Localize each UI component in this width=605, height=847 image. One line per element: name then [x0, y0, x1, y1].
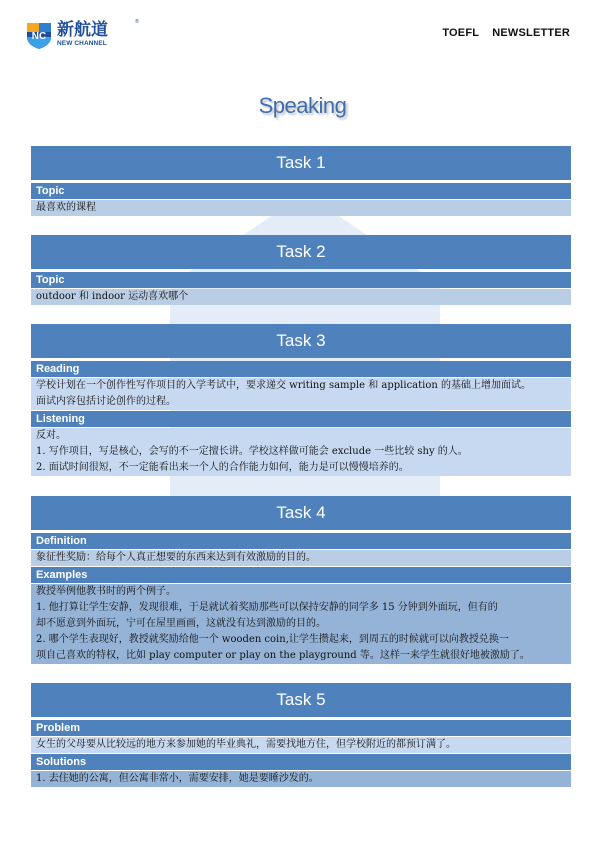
task-2	[31, 235, 571, 305]
logo-english-name: NEW CHANNEL	[57, 40, 107, 48]
task-title: Task 2	[31, 235, 571, 269]
section-line: 面试内容包括讨论创作的过程。	[36, 396, 176, 407]
section-label: Reading	[31, 361, 571, 377]
section-body	[31, 289, 571, 305]
section-label: Topic	[31, 183, 571, 199]
section-body	[31, 771, 571, 787]
section-line: 1. 去住她的公寓，但公寓非常小，需要安排，她是要睡沙发的。	[36, 773, 319, 784]
section-label: Examples	[31, 567, 571, 583]
section-label: Problem	[31, 720, 571, 736]
section-body	[31, 584, 571, 664]
task-5	[31, 683, 571, 787]
section-line: 学校计划在一个创作性写作项目的入学考试中，要求递交 writing sample 和 application 的基础上增加面试。	[36, 380, 531, 391]
section-line: 1. 写作项目，写是核心，会写的不一定擅长讲。学校这样做可能会 exclude 一些比较 shy 的人。	[36, 446, 468, 457]
section-line: 项自己喜欢的特权，比如 play computer or play on the playground 等。这样一来学生就很好地被激励了。	[36, 650, 530, 661]
section-body	[31, 550, 571, 566]
speaking-tasks	[31, 146, 571, 788]
section-line: 1. 他打算让学生安静，发现很难，于是就试着奖励那些可以保持安静的同学多 15 分钟到外面玩，但有的	[36, 602, 498, 613]
section-line: 2. 哪个学生表现好，教授就奖励给他一个 wooden coin,让学生攒起来，到周五的时候就可以向教授兑换一	[36, 634, 509, 645]
task-title: Task 4	[31, 496, 571, 530]
section-body	[31, 200, 571, 216]
section-body	[31, 737, 571, 753]
section-line: 2. 面试时间很短，不一定能看出来一个人的合作能力如何，能力是可以慢慢培养的。	[36, 462, 409, 473]
section-body	[31, 378, 571, 410]
section-line: 象征性奖励：给每个人真正想要的东西来达到有效激励的目的。	[36, 552, 316, 563]
section-line: 最喜欢的课程	[36, 202, 96, 213]
svg-text:NC: NC	[31, 31, 47, 42]
nc-shield-icon	[24, 20, 54, 50]
page-title: Speaking	[258, 93, 347, 118]
section-line: 却不愿意到外面玩，宁可在屋里画画，这就没有达到激励的目的。	[36, 618, 326, 629]
task-title: Task 5	[31, 683, 571, 717]
newsletter-label: TOEFL NEWSLETTER	[442, 27, 570, 39]
task-3	[31, 324, 571, 476]
new-channel-logo	[24, 19, 139, 50]
logo-chinese-name: 新航道	[57, 20, 108, 41]
section-label: Definition	[31, 533, 571, 549]
section-line: 女生的父母要从比较远的地方来参加她的毕业典礼，需要找地方住，但学校附近的都预订满了。	[36, 739, 456, 750]
registered-mark: ®	[135, 19, 139, 25]
section-label: Listening	[31, 411, 571, 427]
section-line: 教授举例他教书时的两个例子。	[36, 586, 176, 597]
section-line: outdoor 和 indoor 运动喜欢哪个	[36, 291, 189, 302]
task-1	[31, 146, 571, 216]
task-title: Task 3	[31, 324, 571, 358]
section-body	[31, 428, 571, 476]
page-header	[0, 0, 605, 60]
section-line: 反对。	[36, 430, 66, 441]
section-label: Topic	[31, 272, 571, 288]
section-label: Solutions	[31, 754, 571, 770]
task-4	[31, 496, 571, 664]
task-title: Task 1	[31, 146, 571, 180]
